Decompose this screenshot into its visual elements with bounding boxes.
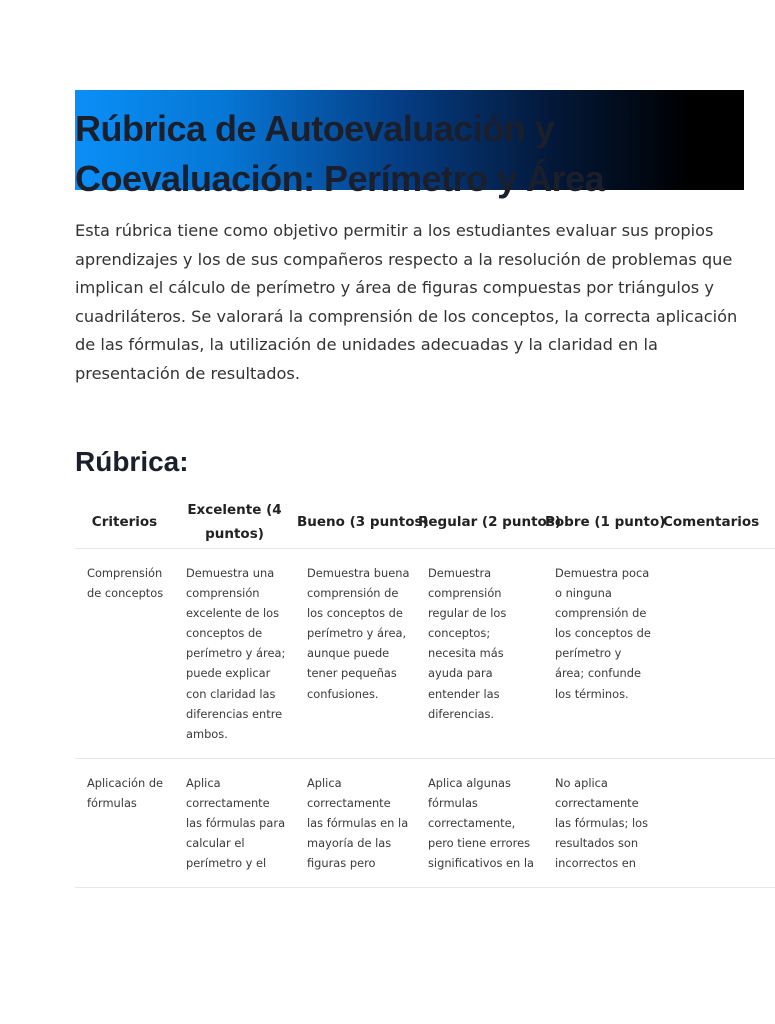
page-title [75, 104, 604, 204]
cell-criterion: Aplicación de fórmulas [75, 758, 174, 887]
cell-bueno: Demuestra buena comprensión de los conceptos de perímetro y área, aunque puede tener pequeñas confusiones. [295, 549, 416, 759]
table-row [75, 758, 775, 887]
header-comentarios: Comentarios [659, 496, 775, 549]
header-pobre: Pobre (1 punto) [543, 496, 659, 549]
title-banner [75, 90, 744, 199]
header-bueno: Bueno (3 puntos) [295, 496, 416, 549]
header-regular: Regular (2 puntos) [416, 496, 543, 549]
cell-pobre: No aplica correctamente las fórmulas; los resultados son incorrectos en [543, 758, 659, 887]
title-line-2: Coevaluación: Perímetro y Área [75, 158, 605, 199]
rubric-table [75, 496, 775, 888]
section-title: Rúbrica: [75, 446, 189, 477]
cell-excelente: Demuestra una comprensión excelente de los conceptos de perímetro y área; puede explicar con claridad las diferencias entre ambos. [174, 549, 295, 759]
title-line-1: Rúbrica de Autoevaluación y [75, 108, 555, 149]
header-criterios: Criterios [75, 496, 174, 549]
intro-paragraph: Esta rúbrica tiene como objetivo permitir a los estudiantes evaluar sus propios aprendizajes y los de sus compañeros respecto a la resolución de problemas que implican el cálculo de perímetro y área de figuras compuestas por triángulos y cuadriláteros. Se valorará la comprensión de los conceptos, la correcta aplicación de las fórmulas, la utilización de unidades adecuadas y la claridad en la presentación de resultados. [75, 221, 738, 383]
cell-comentarios [659, 758, 775, 887]
cell-regular: Demuestra comprensión regular de los conceptos; necesita más ayuda para entender las diferencias. [416, 549, 543, 759]
table-row [75, 549, 775, 759]
table-header-row [75, 496, 775, 549]
cell-comentarios [659, 549, 775, 759]
rubric-table-container [75, 496, 760, 876]
cell-regular: Aplica algunas fórmulas correctamente, pero tiene errores significativos en la [416, 758, 543, 887]
cell-bueno: Aplica correctamente las fórmulas en la mayoría de las figuras pero [295, 758, 416, 887]
cell-excelente: Aplica correctamente las fórmulas para calcular el perímetro y el [174, 758, 295, 887]
header-excelente: Excelente (4 puntos) [174, 496, 295, 549]
cell-criterion: Comprensión de conceptos [75, 549, 174, 759]
cell-pobre: Demuestra poca o ninguna comprensión de los conceptos de perímetro y área; confunde los términos. [543, 549, 659, 759]
